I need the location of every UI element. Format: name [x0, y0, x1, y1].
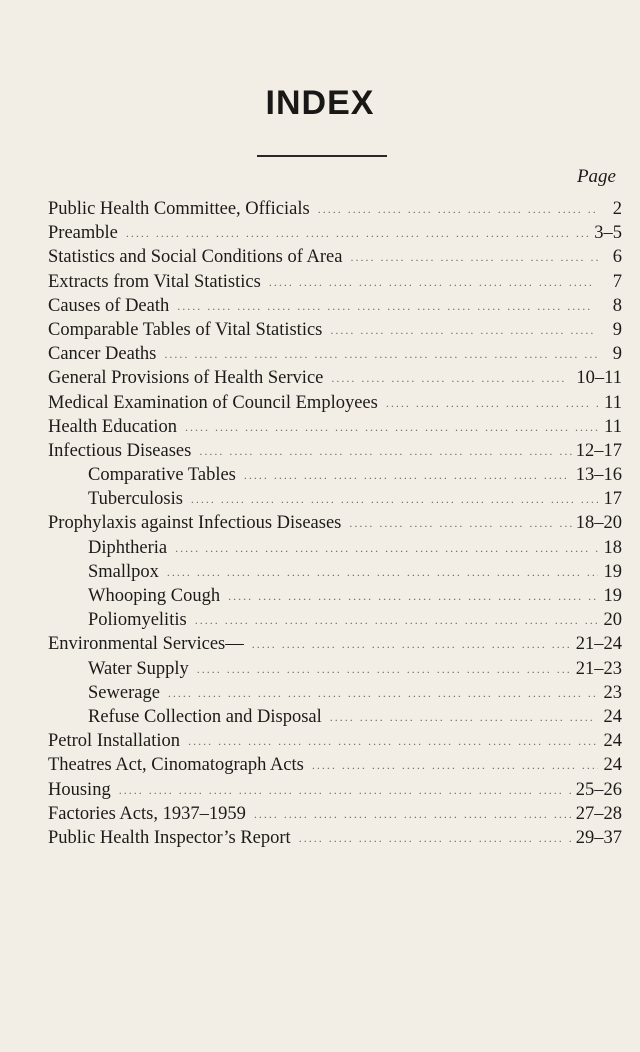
entry-page-number: 10–11 [576, 368, 622, 389]
entry-label: Refuse Collection and Disposal [88, 706, 322, 727]
index-subentry [48, 487, 622, 511]
index-entry [48, 802, 622, 826]
index-subentry [48, 681, 622, 705]
entry-page-number: 18 [603, 537, 622, 558]
entry-page-number: 12–17 [575, 440, 622, 461]
index-entry [48, 221, 622, 245]
dot-leader [177, 294, 598, 318]
index-entry [48, 415, 622, 439]
entry-page-number: 27–28 [575, 803, 622, 824]
index-subentry [48, 657, 622, 681]
dot-leader [330, 318, 598, 342]
dot-leader [119, 778, 572, 802]
entry-label: Tuberculosis [88, 489, 183, 510]
dot-leader [386, 391, 598, 415]
dot-leader [299, 826, 572, 850]
page-column-header: Page [576, 166, 616, 187]
entry-page-number: 21–23 [575, 658, 622, 679]
entry-label: Sewerage [88, 682, 160, 703]
entry-page-number: 20 [603, 610, 622, 631]
index-entry [48, 511, 622, 535]
page-title: INDEX [265, 84, 375, 122]
index-entry [48, 826, 622, 850]
entry-label: Poliomyelitis [88, 610, 187, 631]
entry-page-number: 8 [612, 295, 622, 316]
entry-page-number: 24 [603, 706, 622, 727]
title-rule [257, 155, 387, 157]
dot-leader [197, 657, 572, 681]
dot-leader [350, 245, 598, 269]
entry-label: Smallpox [88, 561, 159, 582]
entry-label: Housing [48, 779, 111, 800]
dot-leader [175, 536, 598, 560]
entry-label: Extracts from Vital Statistics [48, 271, 261, 292]
index-entry [48, 245, 622, 269]
dot-leader [254, 802, 572, 826]
entry-label: Whooping Cough [88, 586, 221, 606]
index-entry [48, 632, 622, 656]
entry-label: Prophylaxis against Infectious Diseases [48, 513, 342, 534]
entry-label: Infectious Diseases [48, 440, 192, 461]
dot-leader [191, 487, 598, 511]
index-entry [48, 366, 622, 390]
dot-leader [228, 584, 598, 608]
dot-leader [244, 463, 572, 487]
entry-label: Comparative Tables [88, 465, 236, 486]
entry-label: Diphtheria [88, 537, 168, 558]
index-subentry [48, 705, 622, 729]
dot-leader [330, 705, 598, 729]
entry-label: Cancer Deaths [48, 344, 157, 365]
index-entry [48, 778, 622, 802]
entry-page-number: 18–20 [575, 513, 622, 534]
dot-leader [269, 270, 598, 294]
entry-label: Water Supply [88, 658, 189, 679]
index-subentry [48, 584, 622, 608]
entry-label: General Provisions of Health Service [48, 368, 324, 389]
entry-page-number: 25–26 [575, 779, 622, 800]
entry-page-number: 6 [612, 247, 622, 268]
entry-label: Public Health Committee, Officials [48, 199, 310, 219]
entry-page-number: 24 [603, 755, 622, 776]
entry-page-number: 29–37 [575, 827, 622, 848]
index-list [48, 197, 622, 850]
dot-leader [349, 511, 571, 535]
entry-page-number: 13–16 [575, 465, 622, 486]
entry-label: Theatres Act, Cinomatograph Acts [48, 755, 304, 776]
dot-leader [185, 415, 598, 439]
entry-page-number: 23 [603, 682, 622, 703]
entry-label: Public Health Inspector’s Report [48, 827, 291, 848]
index-entry [48, 753, 622, 777]
entry-label: Petrol Installation [48, 731, 181, 752]
entry-page-number: 2 [612, 199, 622, 219]
index-entry [48, 270, 622, 294]
index-subentry [48, 536, 622, 560]
dot-leader [331, 366, 572, 390]
dot-leader [164, 342, 598, 366]
dot-leader [188, 729, 598, 753]
dot-leader [195, 608, 598, 632]
entry-page-number: 11 [604, 416, 622, 437]
dot-leader [126, 221, 590, 245]
index-entry [48, 439, 622, 463]
index-entry [48, 391, 622, 415]
entry-label: Comparable Tables of Vital Statistics [48, 319, 323, 340]
entry-label: Health Education [48, 416, 177, 437]
index-subentry [48, 560, 622, 584]
index-subentry [48, 463, 622, 487]
entry-label: Preamble [48, 223, 118, 244]
entry-page-number: 17 [603, 489, 622, 510]
entry-page-number: 11 [604, 392, 622, 413]
dot-leader [167, 560, 598, 584]
dot-leader [312, 753, 598, 777]
dot-leader [168, 681, 598, 705]
entry-label: Medical Examination of Council Employees [48, 392, 378, 413]
entry-label: Factories Acts, 1937–1959 [48, 803, 246, 824]
index-entry [48, 197, 622, 221]
entry-label: Environmental Services— [48, 634, 244, 655]
dot-leader [252, 632, 572, 656]
entry-page-number: 19 [603, 586, 622, 606]
entry-page-number: 9 [612, 344, 622, 365]
entry-page-number: 19 [603, 561, 622, 582]
entry-page-number: 24 [603, 731, 622, 752]
index-entry [48, 729, 622, 753]
index-entry [48, 294, 622, 318]
entry-page-number: 7 [612, 271, 622, 292]
entry-page-number: 9 [612, 319, 622, 340]
entry-label: Statistics and Social Conditions of Area [48, 247, 343, 268]
index-entry [48, 342, 622, 366]
entry-page-number: 21–24 [575, 634, 622, 655]
dot-leader [199, 439, 571, 463]
entry-label: Causes of Death [48, 295, 170, 316]
index-entry [48, 318, 622, 342]
dot-leader [318, 197, 598, 221]
entry-page-number: 3–5 [594, 223, 622, 244]
index-subentry [48, 608, 622, 632]
